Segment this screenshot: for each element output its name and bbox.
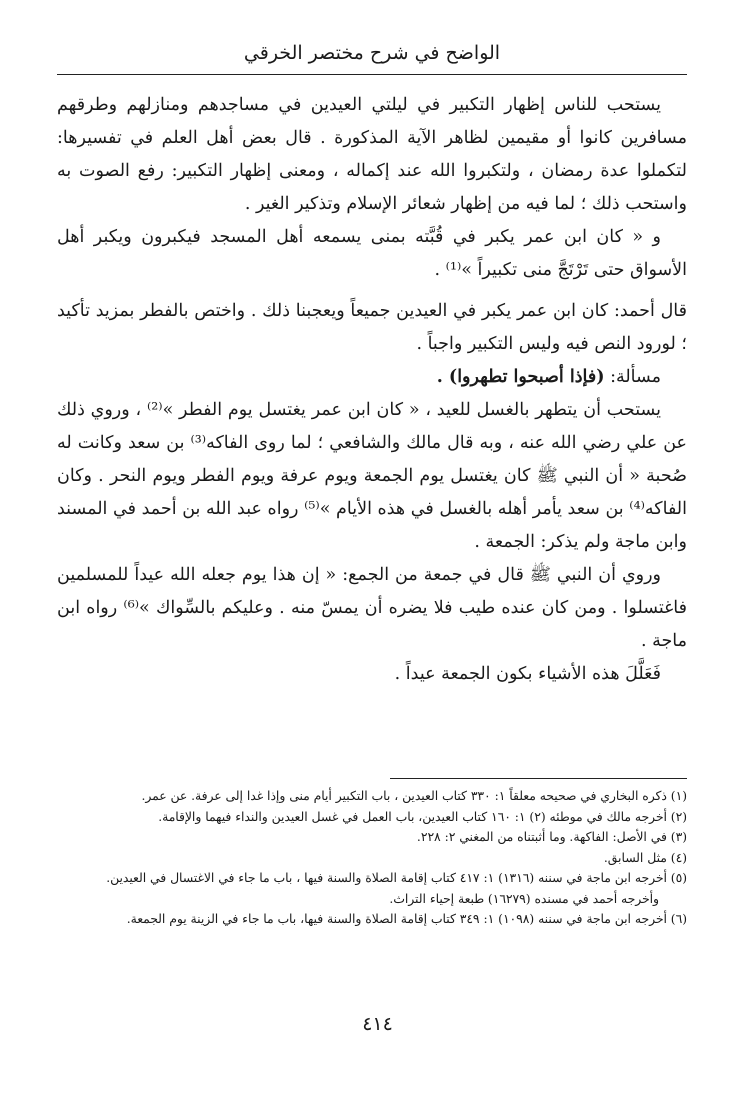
footnote: (١) ذكره البخاري في صحيحه معلقاً ١: ٣٣٠ كتاب العيدين ، باب التكبير أيام منى وإذا غدا إلى عرفة. عن عمر. xyxy=(141,789,687,803)
page-number: ٤١٤ xyxy=(362,1013,393,1035)
masala-label: مسألة: xyxy=(610,367,661,387)
masala-text: (فإذا أصبحوا تطهروا) . xyxy=(436,367,605,387)
main-text xyxy=(57,89,687,691)
masala-heading xyxy=(57,361,687,394)
paragraph: يستحب أن يتطهر بالغسل للعيد ، « كان ابن عمر يغتسل يوم الفطر »⁽²⁾ ، وروي ذلك عن علي رضي الله عنه ، وبه قال مالك والشافعي ؛ لما روى الفاكه⁽³⁾ بن سعد وكانت له صُحبة « أن النبي ﷺ كان يغتسل يوم الجمعة ويوم عرفة ويوم الفطر ويوم النحر . وكان الفاكه⁽⁴⁾ بن سعد يأمر أهله بالغسل في هذه الأيام »⁽⁵⁾ رواه عبد الله بن أحمد في المسند وابن ماجة ولم يذكر: الجمعة . xyxy=(57,400,687,552)
footnotes xyxy=(57,786,687,930)
running-header: الواضح في شرح مختصر الخرقي xyxy=(243,42,501,64)
paragraph: قال أحمد: كان ابن عمر يكبر في العيدين جميعاً ويعجبنا ذلك . واختص بالفطر بمزيد تأكيد ؛ لورود النص فيه وليس التكبير واجباً . xyxy=(57,301,687,354)
footnote: (٥) أخرجه ابن ماجة في سننه (١٣١٦) ١: ٤١٧ كتاب إقامة الصلاة والسنة فيها ، باب ما جاء في الاغتسال في العيدين. xyxy=(106,871,687,885)
footnote: (٤) مثل السابق. xyxy=(603,850,687,865)
header-divider xyxy=(57,74,687,75)
footnote-divider xyxy=(390,778,687,779)
footnote: (٦) أخرجه ابن ماجة في سننه (١٠٩٨) ١: ٣٤٩ كتاب إقامة الصلاة والسنة فيها، باب ما جاء في الزينة يوم الجمعة. xyxy=(126,912,687,926)
footnote: (٣) في الأصل: الفاكهة. وما أثبتناه من المغني ٢: ٢٢٨. xyxy=(416,830,687,844)
paragraph: وروي أن النبي ﷺ قال في جمعة من الجمع: « إن هذا يوم جعله الله عيداً للمسلمين فاغتسلوا . ومن كان عنده طيب فلا يضره أن يمسّ منه . وعليكم بالسِّواك »⁽⁶⁾ رواه ابن ماجة . xyxy=(57,565,687,651)
paragraph: و « كان ابن عمر يكبر في قُبَّته بمنى يسمعه أهل المسجد فيكبرون ويكبر أهل الأسواق حتى تَرْتَجَّ منى تكبيراً »⁽¹⁾ . xyxy=(57,227,687,280)
footnote: (٢) أخرجه مالك في موطئه (٢) ١: ١٦٠ كتاب العيدين، باب العمل في غسل العيدين والنداء فيهما والإقامة. xyxy=(158,809,687,824)
footnote-continuation: وأخرجه أحمد في مسنده (١٦٢٧٩) طبعة إحياء التراث. xyxy=(389,891,659,906)
paragraph: فَعَلَّلَ هذه الأشياء بكون الجمعة عيداً . xyxy=(394,664,661,684)
paragraph: يستحب للناس إظهار التكبير في ليلتي العيدين في مساجدهم ومنازلهم وطرقهم مسافرين كانوا أو مقيمين لظاهر الآية المذكورة . قال بعض أهل العلم في تفسيرها: لتكملوا عدة رمضان ، ولتكبروا الله عند إكماله ، ومعنى إظهار التكبير: رفع الصوت به واستحب ذلك ؛ لما فيه من إظهار شعائر الإسلام وتذكير الغير . xyxy=(57,95,687,214)
